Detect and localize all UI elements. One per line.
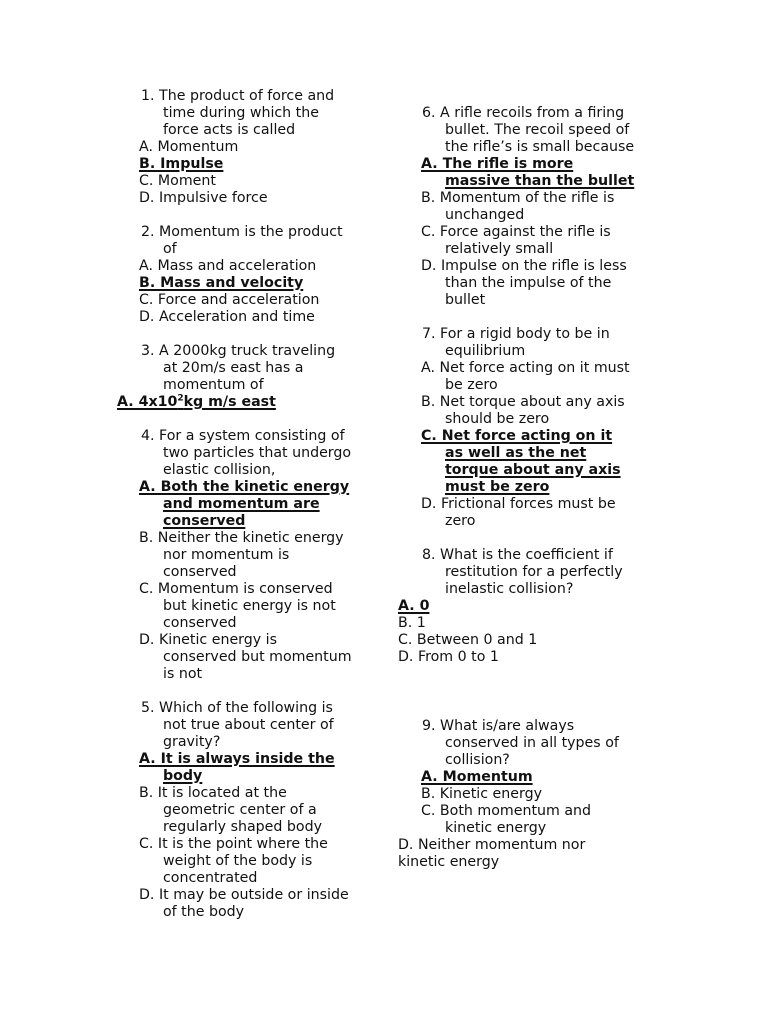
option-d: D. Impulse on the rifle is less (421, 258, 627, 274)
question-stem: 7. For a rigid body to be in (422, 326, 610, 342)
correct-answer: must be zero (445, 479, 550, 495)
option-c: relatively small (445, 241, 554, 257)
question-stem: gravity? (163, 734, 221, 750)
correct-answer: A. It is always inside the (139, 751, 335, 767)
question-stem: two particles that undergo (163, 445, 352, 461)
question-stem: conserved in all types of (445, 735, 619, 751)
question-stem: 6. A rifle recoils from a firing (422, 105, 625, 121)
question-stem: 4. For a system consisting of (141, 428, 345, 444)
correct-answer: A. 0 (398, 598, 430, 614)
option-c: kinetic energy (445, 820, 547, 836)
option-c: conserved (163, 615, 237, 631)
question-stem: 9. What is/are always (422, 718, 575, 734)
correct-answer: C. Net force acting on it (421, 428, 613, 444)
option-b: B. 1 (398, 615, 426, 631)
question-stem: restitution for a perfectly (445, 564, 623, 580)
correct-answer: massive than the bullet (445, 173, 635, 189)
option-d: zero (445, 513, 476, 529)
question-stem: not true about center of (163, 717, 334, 733)
option-a: A. Net force acting on it must (421, 360, 630, 376)
question-stem: equilibrium (445, 343, 526, 359)
option-c: C. Moment (139, 173, 216, 189)
question-stem: time during which the (163, 105, 319, 121)
correct-answer: A. The rifle is more (421, 156, 574, 172)
question-stem: 5. Which of the following is (141, 700, 333, 716)
question-stem: 1. The product of force and (141, 88, 335, 104)
correct-answer: B. Mass and velocity (139, 275, 304, 291)
option-b: B. Neither the kinetic energy (139, 530, 344, 546)
correct-answer: torque about any axis (445, 462, 621, 478)
correct-answer: as well as the net (445, 445, 587, 461)
question-stem: collision? (445, 752, 510, 768)
question-stem: 8. What is the coefficient if (422, 547, 613, 563)
option-d: D. It may be outside or inside (139, 887, 349, 903)
option-b: geometric center of a (163, 802, 317, 818)
correct-answer: A. $4x10^2kg$ m/s east (117, 393, 276, 410)
option-c: but kinetic energy is not (163, 598, 336, 614)
question-stem: momentum of (163, 377, 264, 393)
option-d: D. Kinetic energy is (139, 632, 278, 648)
question-stem: 2. Momentum is the product (141, 224, 343, 240)
question-stem: force acts is called (163, 122, 296, 138)
question-stem: elastic collision, (163, 462, 276, 478)
option-a: A. Mass and acceleration (139, 258, 317, 274)
option-b: unchanged (445, 207, 525, 223)
option-d: conserved but momentum (163, 649, 352, 665)
option-b: B. Momentum of the rifle is (421, 190, 615, 206)
option-b: B. Kinetic energy (421, 786, 542, 802)
option-c: C. It is the point where the (139, 836, 328, 852)
option-d: D. From 0 to 1 (398, 649, 499, 665)
correct-answer: conserved (163, 513, 246, 529)
option-b: nor momentum is (163, 547, 290, 563)
question-stem: at 20m/s east has a (163, 360, 304, 376)
question-stem: the rifle’s is small because (445, 139, 635, 155)
option-d: D. Frictional forces must be (421, 496, 616, 512)
option-d: D. Acceleration and time (139, 309, 315, 325)
option-d: bullet (445, 292, 486, 308)
option-b: conserved (163, 564, 237, 580)
option-d: is not (163, 666, 203, 682)
option-b: B. It is located at the (139, 785, 287, 801)
correct-answer: B. Impulse (139, 156, 224, 172)
option-c: C. Between 0 and 1 (398, 632, 538, 648)
option-d: of the body (163, 904, 245, 920)
question-stem: bullet. The recoil speed of (445, 122, 630, 138)
option-d: D. Neither momentum nor (398, 837, 586, 853)
question-stem: inelastic collision? (445, 581, 574, 597)
option-c: weight of the body is (163, 853, 313, 869)
option-c: concentrated (163, 870, 258, 886)
option-b: should be zero (445, 411, 550, 427)
question-stem: of (163, 241, 177, 257)
option-c: C. Both momentum and (421, 803, 592, 819)
option-d: D. Impulsive force (139, 190, 268, 206)
question-stem: 3. A 2000kg truck traveling (141, 343, 336, 359)
correct-answer: and momentum are (163, 496, 320, 512)
option-d: kinetic energy (398, 854, 500, 870)
option-a: be zero (445, 377, 498, 393)
correct-answer: body (163, 768, 203, 784)
correct-answer: A. Momentum (421, 769, 533, 785)
correct-answer: A. Both the kinetic energy (139, 479, 350, 495)
option-c: C. Force against the rifle is (421, 224, 611, 240)
option-c: C. Momentum is conserved (139, 581, 333, 597)
option-d: than the impulse of the (445, 275, 612, 291)
option-b: regularly shaped body (163, 819, 322, 835)
option-b: B. Net torque about any axis (421, 394, 625, 410)
option-a: A. Momentum (139, 139, 239, 155)
option-c: C. Force and acceleration (139, 292, 320, 308)
